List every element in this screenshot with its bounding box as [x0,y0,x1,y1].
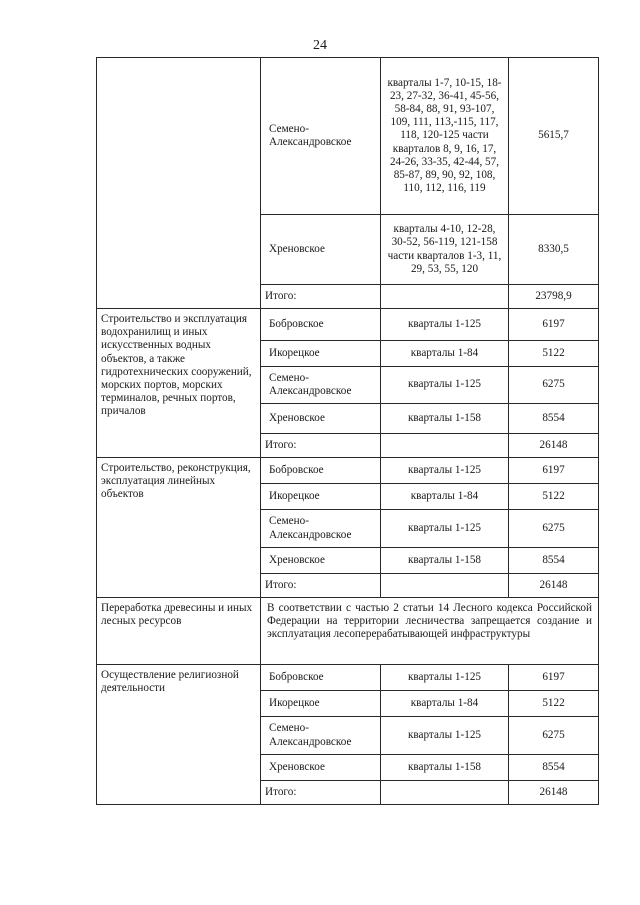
area-value: 8554 [509,755,599,781]
forestry-name: Икорецкое [261,691,381,717]
table-row [97,58,599,215]
kvartaly-cell: кварталы 1-125 [381,458,509,484]
area-value: 6197 [509,458,599,484]
forestry-name: Хреновское [261,215,381,285]
forestry-name: Бобровское [261,309,381,341]
kvartaly-cell: кварталы 1-125 [381,367,509,404]
kvartaly-cell: кварталы 1-84 [381,484,509,510]
total-empty-cell [381,285,509,309]
forestry-name: Бобровское [261,458,381,484]
forestry-name: Семено-Александровское [261,510,381,548]
forestry-name: Семено-Александровское [261,367,381,404]
total-empty-cell [381,781,509,805]
kvartaly-cell: кварталы 4-10, 12-28, 30-52, 56-119, 121-158 части кварталов 1-3, 11, 29, 53, 55, 120 [381,215,509,285]
area-value: 6275 [509,717,599,755]
activity-cell-empty [97,58,261,309]
area-value: 8554 [509,404,599,434]
activity-cell: Строительство, реконструкция, эксплуатация линейных объектов [97,458,261,598]
total-label: Итого: [261,434,381,458]
area-value: 6275 [509,367,599,404]
table-row [97,598,599,665]
activity-cell: Осуществление религиозной деятельности [97,665,261,805]
area-value: 6197 [509,309,599,341]
total-value: 26148 [509,574,599,598]
total-label: Итого: [261,574,381,598]
total-label: Итого: [261,781,381,805]
forestry-name: Семено-Александровское [261,58,381,215]
forestry-name: Икорецкое [261,484,381,510]
activity-cell: Строительство и эксплуатация водохранилищ и иных искусственных водных объектов, а также гидротехнических сооружений, морских портов, морских терминалов, речных портов, причалов [97,309,261,458]
total-value: 26148 [509,781,599,805]
kvartaly-cell: кварталы 1-7, 10-15, 18-23, 27-32, 36-41, 45-56, 58-84, 88, 91, 93-107, 109, 111, 113,-115, 117, 118, 120-125 части кварталов 8, 9, 16, 17, 24-26, 33-35, 42-44, 57, 85-87, 89, 90, 92, 108, 110, 112, 116, 119 [381,58,509,215]
area-value: 8330,5 [509,215,599,285]
area-value: 6275 [509,510,599,548]
kvartaly-cell: кварталы 1-158 [381,548,509,574]
area-value: 5122 [509,341,599,367]
forestry-name: Хреновское [261,548,381,574]
total-value: 26148 [509,434,599,458]
kvartaly-cell: кварталы 1-158 [381,404,509,434]
forestry-name: Бобровское [261,665,381,691]
area-value: 5122 [509,691,599,717]
table-row [97,458,599,484]
forestry-name: Семено-Александровское [261,717,381,755]
area-value: 5615,7 [509,58,599,215]
area-value: 8554 [509,548,599,574]
kvartaly-cell: кварталы 1-125 [381,717,509,755]
kvartaly-cell: кварталы 1-158 [381,755,509,781]
kvartaly-cell: кварталы 1-84 [381,691,509,717]
page-number: 24 [313,38,327,53]
total-label: Итого: [261,285,381,309]
total-empty-cell [381,574,509,598]
kvartaly-cell: кварталы 1-125 [381,309,509,341]
kvartaly-cell: кварталы 1-125 [381,665,509,691]
area-value: 6197 [509,665,599,691]
forestry-name: Хреновское [261,404,381,434]
area-value: 5122 [509,484,599,510]
prohibition-note: В соответствии с частью 2 статьи 14 Лесного кодекса Российской Федерации на территории лесничества запрещается создание и эксплуатация лесоперерабатывающей инфраструктуры [261,598,599,665]
forestry-table [96,57,599,805]
activity-cell: Переработка древесины и иных лесных ресурсов [97,598,261,665]
total-empty-cell [381,434,509,458]
table-row [97,309,599,341]
kvartaly-cell: кварталы 1-125 [381,510,509,548]
forestry-name: Хреновское [261,755,381,781]
kvartaly-cell: кварталы 1-84 [381,341,509,367]
table-row [97,665,599,691]
forestry-name: Икорецкое [261,341,381,367]
total-value: 23798,9 [509,285,599,309]
